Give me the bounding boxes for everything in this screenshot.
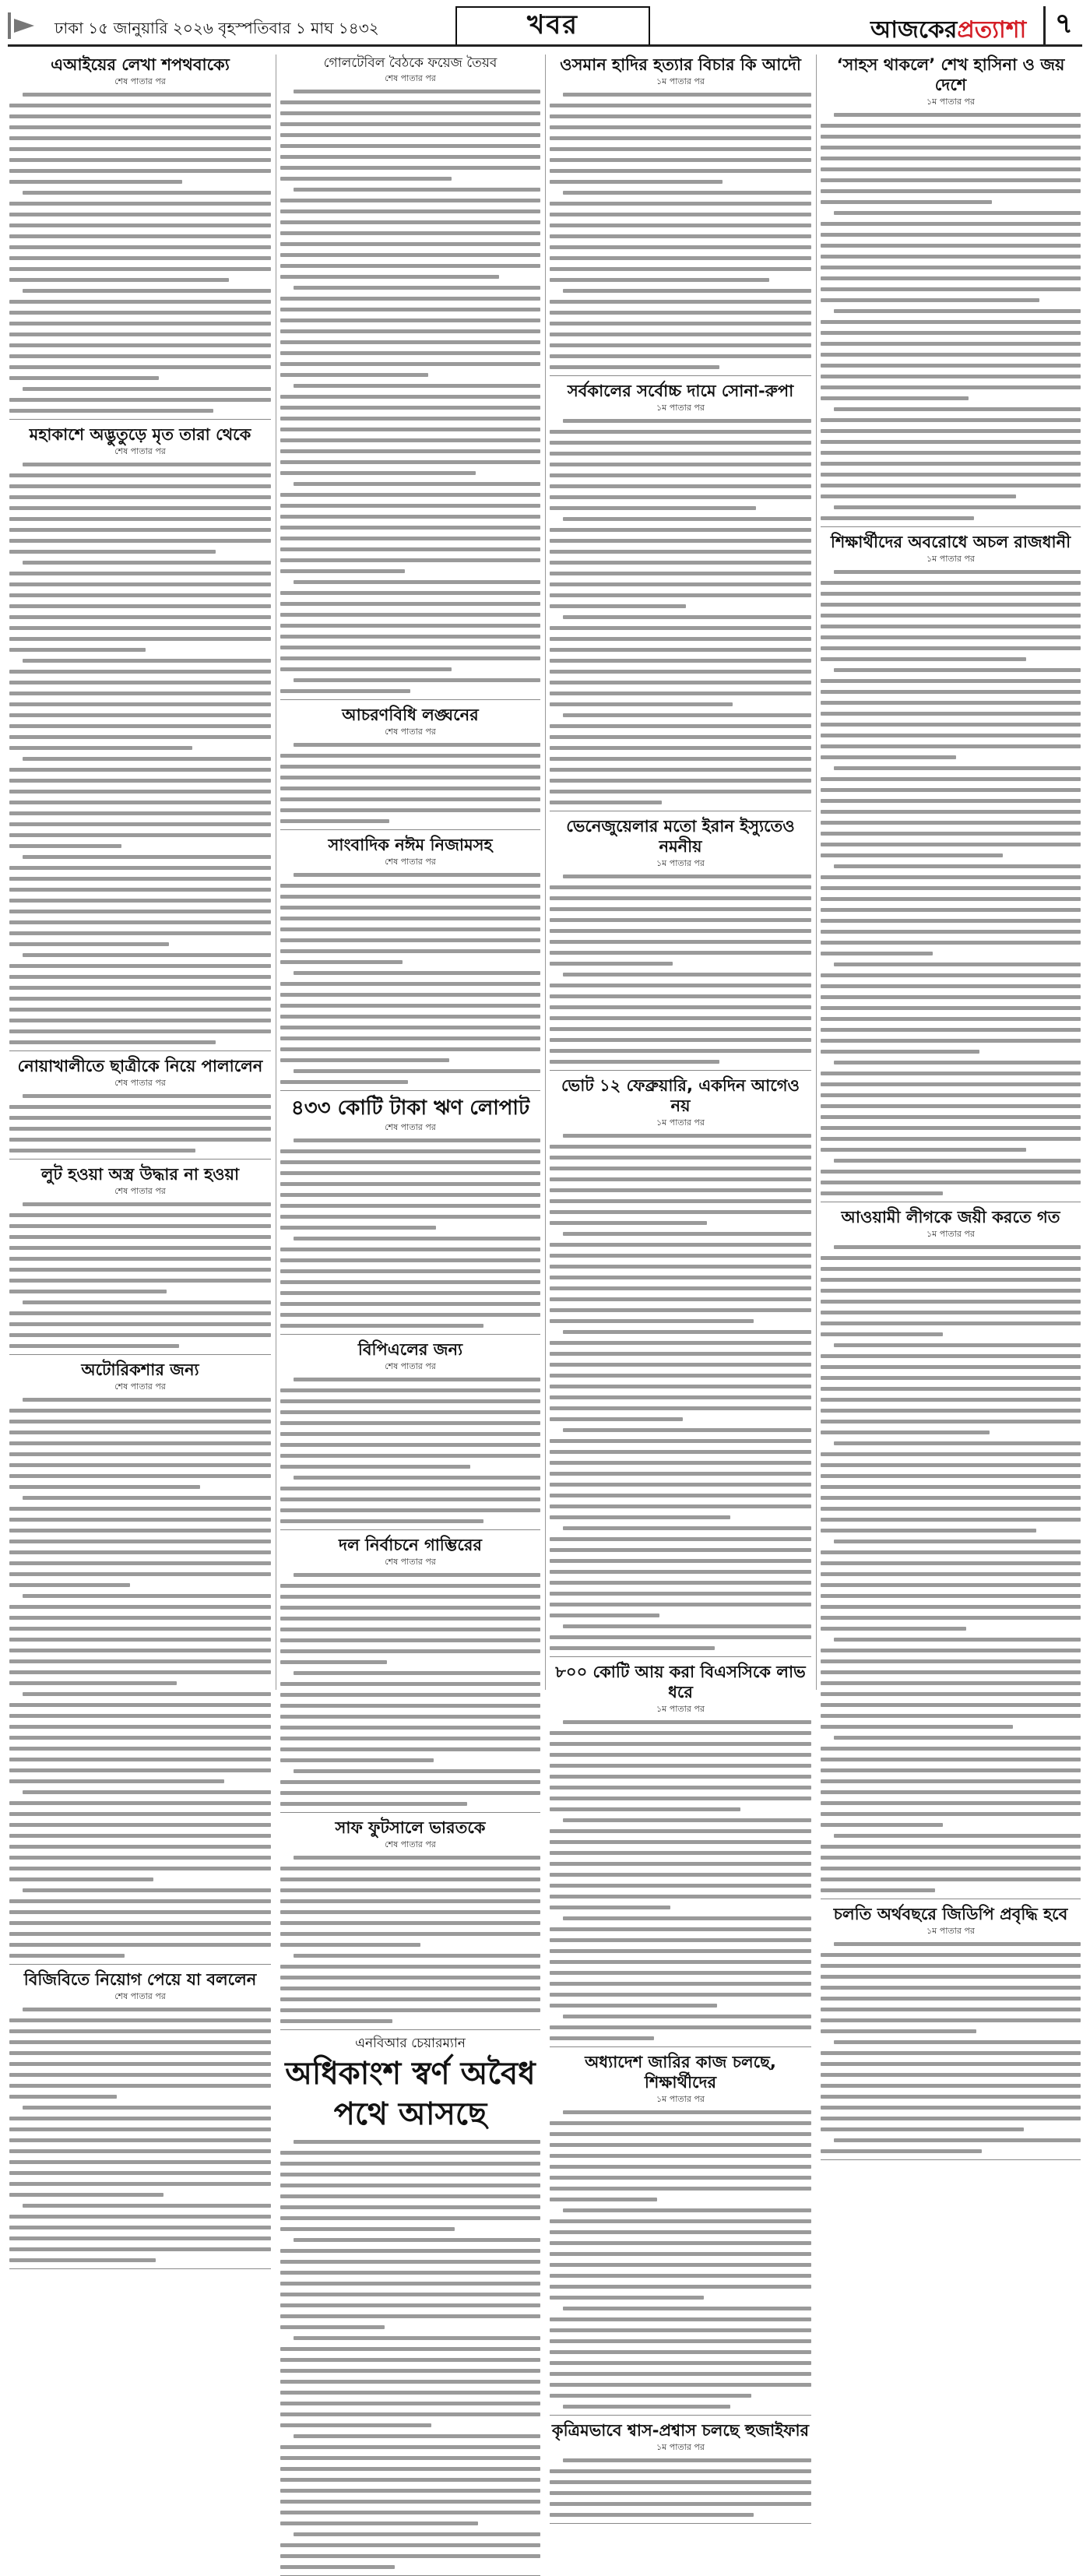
story-kicker: এনবিআর চেয়ারম্যান: [355, 2036, 466, 2051]
continued-label: শেষ পাতার পর: [114, 76, 166, 86]
column-1: [9, 55, 271, 2001]
story-body-text: [280, 1569, 540, 1809]
story-divider: [550, 2046, 811, 2047]
page-corner-mark-icon: [8, 12, 37, 39]
story-headline[interactable]: অধ্যাদেশ জারির কাজ চলছে, শিক্ষার্থীদের: [585, 2053, 776, 2092]
continued-label: শেষ পাতার পর: [114, 1381, 166, 1392]
news-story: [550, 1075, 811, 1657]
story-headline[interactable]: গোলটেবিল বৈঠকে ফয়েজ তৈয়ব: [323, 55, 498, 71]
story-body-text: [9, 1198, 271, 1351]
story-headline[interactable]: সাফ ফুটসালে ভারতকে: [335, 1818, 486, 1837]
story-headline[interactable]: মহাকাশে অদ্ভুতুড়ে মৃত তারা থেকে: [29, 425, 251, 444]
news-story: [280, 55, 540, 700]
continued-label: শেষ পাতার পর: [385, 857, 436, 867]
story-body-text: [550, 89, 811, 372]
story-divider: [550, 1656, 811, 1657]
continued-label: ১ম পাতার পর: [656, 858, 705, 868]
story-body-text: [280, 1135, 540, 1331]
story-body-text: [9, 1090, 271, 1156]
story-body-text: [280, 86, 540, 696]
story-body-text: [550, 871, 811, 1067]
news-story: [9, 1969, 271, 2269]
story-headline[interactable]: শিক্ষার্থীদের অবরোধে অচল রাজধানী: [830, 533, 1071, 551]
continued-label: শেষ পাতার পর: [385, 727, 436, 737]
story-divider: [821, 2159, 1081, 2160]
continued-label: ১ম পাতার পর: [926, 554, 975, 564]
story-headline[interactable]: লুট হওয়া অস্ত্র উদ্ধার না হওয়া: [40, 1165, 240, 1184]
story-body-text: [550, 1130, 811, 1653]
story-body-text: [9, 89, 271, 416]
continued-label: শেষ পাতার পর: [385, 73, 436, 83]
story-headline[interactable]: ৮০০ কোটি আয় করা বিএসসিকে লাভ ধরে: [555, 1663, 806, 1701]
column-rule: [545, 55, 546, 1690]
story-divider: [280, 1529, 540, 1530]
story-divider: [280, 1090, 540, 1091]
story-headline[interactable]: আচরণবিধি লঙ্ঘনের: [342, 706, 479, 724]
masthead: [8, 6, 1082, 47]
section-title: খবর: [527, 9, 578, 40]
story-divider: [9, 419, 271, 420]
story-headline[interactable]: ওসমান হাদির হত্যার বিচার কি আদৌ: [560, 55, 801, 74]
news-story: [550, 2420, 811, 2524]
continued-label: শেষ পাতার পর: [114, 1186, 166, 1196]
news-story: [821, 1207, 1081, 1899]
column-2: [280, 55, 540, 2132]
story-divider: [280, 1334, 540, 1335]
logo-part-2: প্রত্যাশা: [957, 16, 1027, 44]
continued-label: ১ম পাতার পর: [656, 1117, 705, 1128]
continued-label: ১ম পাতার পর: [656, 2094, 705, 2104]
continued-label: শেষ পাতার পর: [114, 446, 166, 456]
story-headline[interactable]: বিজিবিতে নিয়োগ পেয়ে যা বললেন: [23, 1970, 257, 1989]
story-divider: [550, 2523, 811, 2524]
story-headline[interactable]: দল নির্বাচনে গাম্ভিরের: [339, 1536, 482, 1554]
continued-label: শেষ পাতার পর: [385, 1361, 436, 1371]
section-title-box: [455, 6, 650, 45]
story-divider: [550, 1070, 811, 1071]
story-body-text: [280, 1374, 540, 1526]
news-story: [550, 816, 811, 1071]
continued-label: শেষ পাতার পর: [385, 1839, 436, 1849]
story-divider: [9, 1964, 271, 1965]
news-story: [280, 1818, 540, 2030]
continued-label: ১ম পাতার পর: [926, 1926, 975, 1936]
continued-label: ১ম পাতার পর: [656, 403, 705, 413]
story-headline[interactable]: ৪৩৩ কোটি টাকা ঋণ লোপাট: [290, 1096, 530, 1120]
story-body-text: [550, 2106, 811, 2412]
story-divider: [9, 2268, 271, 2269]
continued-label: শেষ পাতার পর: [114, 1078, 166, 1088]
newspaper-logo: [870, 11, 1026, 51]
continued-label: শেষ পাতার পর: [385, 1122, 436, 1132]
story-divider: [280, 829, 540, 830]
news-story: [280, 1535, 540, 1813]
story-divider: [550, 2415, 811, 2416]
news-story: [550, 1662, 811, 2047]
story-body-text: [9, 2004, 271, 2265]
story-body-text: [9, 459, 271, 1047]
story-headline[interactable]: সর্বকালের সর্বোচ্চ দামে সোনা-রুপা: [567, 382, 794, 400]
story-divider: [280, 2029, 540, 2030]
story-headline[interactable]: অধিকাংশ স্বর্ণ অবৈধ পথে আসছে: [285, 2056, 536, 2132]
story-divider: [821, 526, 1081, 527]
story-body-text: [280, 739, 540, 826]
page-number: ৭: [1043, 6, 1082, 45]
story-body-text: [821, 109, 1081, 523]
news-story: [280, 705, 540, 830]
story-body-text: [280, 869, 540, 1087]
story-headline[interactable]: ভেনেজুয়েলার মতো ইরান ইস্যুতেও নমনীয়: [566, 817, 795, 856]
story-body-text: [550, 415, 811, 808]
story-divider: [9, 1354, 271, 1355]
story-headline[interactable]: বিপিএলের জন্য: [357, 1340, 463, 1359]
story-body-text: [280, 1852, 540, 2026]
story-body-text: [280, 2136, 540, 2572]
continued-label: ১ম পাতার পর: [926, 97, 975, 107]
story-headline[interactable]: কৃত্রিমভাবে শ্বাস-প্রশ্বাস চলছে হুজাইফার: [551, 2421, 810, 2440]
news-story: [280, 1339, 540, 1530]
logo-part-1: আজকের: [870, 16, 958, 44]
news-story: [821, 1904, 1081, 2160]
story-body-text: [550, 2455, 811, 2520]
story-divider: [280, 1812, 540, 1813]
continued-label: ১ম পাতার পর: [926, 1229, 975, 1239]
story-headline[interactable]: নোয়াখালীতে ছাত্রীকে নিয়ে পালালেন: [17, 1057, 263, 1075]
news-story: [9, 424, 271, 1051]
continued-label: শেষ পাতার পর: [114, 1991, 166, 2001]
news-story: [821, 55, 1081, 527]
story-headline[interactable]: ভোট ১২ ফেব্রুয়ারি, একদিন আগেও নয়: [561, 1076, 800, 1115]
news-story: [9, 1164, 271, 1355]
news-story: [9, 1360, 271, 1965]
story-divider: [550, 375, 811, 376]
column-4: [821, 55, 1081, 1936]
news-story: [280, 1096, 540, 1335]
news-story: [550, 2052, 811, 2416]
news-story: [280, 2035, 540, 2576]
news-story: [280, 835, 540, 1091]
story-body-text: [821, 1938, 1081, 2156]
news-story: [550, 55, 811, 376]
continued-label: ১ম পাতার পর: [656, 76, 705, 86]
story-divider: [9, 1159, 271, 1160]
story-headline[interactable]: অটোরিকশার জন্য: [81, 1360, 199, 1379]
story-body-text: [821, 566, 1081, 1198]
continued-label: ১ম পাতার পর: [656, 2442, 705, 2452]
story-headline[interactable]: ‘সাহস থাকলে’ শেখ হাসিনা ও জয় দেশে: [836, 55, 1065, 94]
story-headline[interactable]: এআইয়ের লেখা শপথবাক্যে: [51, 55, 230, 74]
story-headline[interactable]: আওয়ামী লীগকে জয়ী করতে গত: [841, 1208, 1060, 1226]
story-headline[interactable]: চলতি অর্থবছরে জিডিপি প্রবৃদ্ধি হবে: [833, 1905, 1068, 1923]
story-headline[interactable]: সাংবাদিক নঈম নিজামসহ: [328, 836, 493, 854]
story-body-text: [9, 1394, 271, 1961]
news-story: [821, 532, 1081, 1202]
story-divider: [9, 1050, 271, 1051]
news-story: [9, 55, 271, 420]
continued-label: শেষ পাতার পর: [385, 1557, 436, 1567]
continued-label: ১ম পাতার পর: [656, 1704, 705, 1714]
story-divider: [280, 699, 540, 700]
column-3: [550, 55, 811, 2452]
date-line: ঢাকা ১৫ জানুয়ারি ২০২৬ বৃহস্পতিবার ১ মাঘ ১৪৩২: [54, 19, 379, 37]
story-body-text: [821, 1241, 1081, 1895]
news-story: [9, 1056, 271, 1160]
story-body-text: [550, 1716, 811, 2043]
news-story: [550, 381, 811, 811]
column-rule: [816, 55, 817, 1690]
